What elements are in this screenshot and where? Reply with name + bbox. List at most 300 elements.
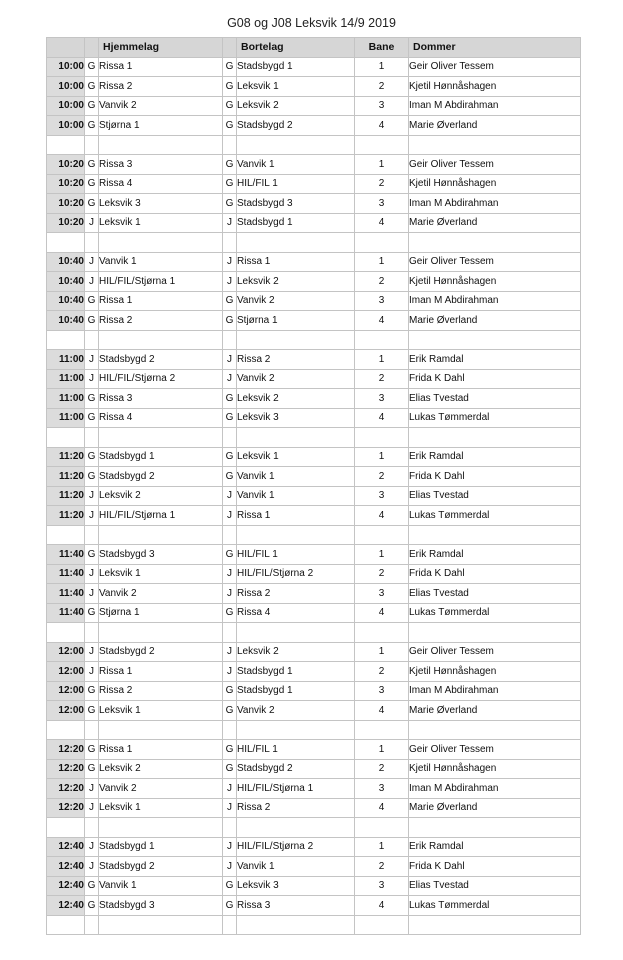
home-group: J (85, 272, 99, 292)
match-time: 10:20 (47, 213, 85, 233)
away-group: J (223, 252, 237, 272)
match-row (47, 603, 581, 623)
field-number: 1 (355, 642, 409, 662)
away-team: Rissa 2 (237, 350, 355, 370)
match-time: 11:40 (47, 545, 85, 565)
spacer-row (47, 330, 581, 350)
match-time: 12:40 (47, 876, 85, 896)
match-time: 10:00 (47, 116, 85, 136)
referee: Kjetil Hønnåshagen (409, 77, 581, 97)
home-group: J (85, 837, 99, 857)
home-team: Stjørna 1 (99, 116, 223, 136)
empty-cell (223, 330, 237, 350)
empty-cell (355, 428, 409, 448)
match-row (47, 486, 581, 506)
match-row (47, 564, 581, 584)
field-number: 4 (355, 506, 409, 526)
away-team: HIL/FIL 1 (237, 545, 355, 565)
empty-cell (47, 428, 85, 448)
away-group: J (223, 350, 237, 370)
schedule-body (47, 57, 581, 935)
away-group: G (223, 174, 237, 194)
away-group: J (223, 369, 237, 389)
empty-cell (409, 623, 581, 643)
match-time: 10:20 (47, 194, 85, 214)
home-team: Leksvik 3 (99, 194, 223, 214)
match-time: 12:20 (47, 740, 85, 760)
field-number: 2 (355, 662, 409, 682)
match-row (47, 194, 581, 214)
match-row (47, 506, 581, 526)
home-group: J (85, 350, 99, 370)
empty-cell (47, 135, 85, 155)
empty-cell (47, 720, 85, 740)
empty-cell (223, 428, 237, 448)
field-number: 2 (355, 77, 409, 97)
empty-cell (99, 428, 223, 448)
away-group: G (223, 740, 237, 760)
home-group: J (85, 486, 99, 506)
referee: Erik Ramdal (409, 350, 581, 370)
home-team: Leksvik 1 (99, 701, 223, 721)
empty-cell (355, 525, 409, 545)
referee: Elias Tvestad (409, 876, 581, 896)
home-team: Leksvik 2 (99, 486, 223, 506)
match-time: 11:40 (47, 603, 85, 623)
match-time: 11:20 (47, 447, 85, 467)
match-time: 10:20 (47, 174, 85, 194)
empty-cell (355, 233, 409, 253)
away-team: Vanvik 1 (237, 857, 355, 877)
match-time: 10:40 (47, 272, 85, 292)
empty-cell (409, 720, 581, 740)
home-team: Rissa 1 (99, 291, 223, 311)
match-row (47, 701, 581, 721)
home-group: G (85, 77, 99, 97)
empty-cell (355, 623, 409, 643)
home-group: J (85, 662, 99, 682)
field-number: 3 (355, 486, 409, 506)
match-row (47, 642, 581, 662)
home-team: Rissa 1 (99, 57, 223, 77)
match-row (47, 584, 581, 604)
home-team-header: Hjemmelag (99, 38, 223, 58)
referee: Erik Ramdal (409, 447, 581, 467)
away-team: Vanvik 2 (237, 701, 355, 721)
home-team: Stjørna 1 (99, 603, 223, 623)
away-group: G (223, 759, 237, 779)
home-group: G (85, 545, 99, 565)
referee: Iman M Abdirahman (409, 681, 581, 701)
home-team: Rissa 3 (99, 389, 223, 409)
home-group: J (85, 213, 99, 233)
home-group: J (85, 252, 99, 272)
home-team: Leksvik 1 (99, 798, 223, 818)
away-team: Rissa 3 (237, 896, 355, 916)
empty-cell (237, 720, 355, 740)
match-time: 11:20 (47, 486, 85, 506)
empty-cell (85, 233, 99, 253)
header-row (47, 38, 581, 58)
empty-cell (85, 623, 99, 643)
field-header: Bane (355, 38, 409, 58)
away-group: J (223, 779, 237, 799)
away-group: G (223, 311, 237, 331)
field-number: 3 (355, 96, 409, 116)
field-number: 2 (355, 857, 409, 877)
away-group: G (223, 389, 237, 409)
match-row (47, 311, 581, 331)
field-number: 2 (355, 369, 409, 389)
away-team: Leksvik 2 (237, 96, 355, 116)
field-number: 3 (355, 389, 409, 409)
away-group: J (223, 642, 237, 662)
referee: Lukas Tømmerdal (409, 506, 581, 526)
match-time: 12:20 (47, 759, 85, 779)
match-row (47, 272, 581, 292)
away-team: Stadsbygd 2 (237, 116, 355, 136)
away-group: G (223, 896, 237, 916)
home-team: Vanvik 1 (99, 876, 223, 896)
home-group: G (85, 174, 99, 194)
empty-cell (223, 525, 237, 545)
empty-cell (223, 720, 237, 740)
away-team-header: Bortelag (237, 38, 355, 58)
home-group: J (85, 857, 99, 877)
field-number: 4 (355, 116, 409, 136)
home-group: G (85, 701, 99, 721)
empty-cell (223, 818, 237, 838)
match-row (47, 174, 581, 194)
field-number: 4 (355, 603, 409, 623)
home-team: Vanvik 1 (99, 252, 223, 272)
empty-cell (355, 720, 409, 740)
match-time: 10:40 (47, 311, 85, 331)
referee: Kjetil Hønnåshagen (409, 174, 581, 194)
spacer-row (47, 623, 581, 643)
match-time: 12:40 (47, 837, 85, 857)
match-time: 10:20 (47, 155, 85, 175)
away-group: J (223, 662, 237, 682)
away-team: Leksvik 3 (237, 408, 355, 428)
spacer-row (47, 428, 581, 448)
home-group: G (85, 740, 99, 760)
field-number: 4 (355, 798, 409, 818)
away-team: Leksvik 3 (237, 876, 355, 896)
empty-cell (99, 135, 223, 155)
empty-cell (223, 135, 237, 155)
empty-cell (237, 330, 355, 350)
home-team: Stadsbygd 2 (99, 857, 223, 877)
match-row (47, 96, 581, 116)
away-group: J (223, 857, 237, 877)
match-row (47, 779, 581, 799)
home-group: G (85, 389, 99, 409)
referee: Iman M Abdirahman (409, 779, 581, 799)
home-group-header (85, 38, 99, 58)
home-group: G (85, 155, 99, 175)
away-group: J (223, 506, 237, 526)
away-group: J (223, 486, 237, 506)
referee: Kjetil Hønnåshagen (409, 662, 581, 682)
field-number: 1 (355, 350, 409, 370)
field-number: 1 (355, 57, 409, 77)
home-group: G (85, 96, 99, 116)
away-team: Rissa 2 (237, 798, 355, 818)
empty-cell (237, 915, 355, 935)
field-number: 2 (355, 467, 409, 487)
spacer-row (47, 915, 581, 935)
referee: Lukas Tømmerdal (409, 603, 581, 623)
home-group: J (85, 369, 99, 389)
home-group: G (85, 467, 99, 487)
away-team: HIL/FIL 1 (237, 174, 355, 194)
empty-cell (99, 720, 223, 740)
schedule-table (46, 37, 581, 935)
home-group: J (85, 798, 99, 818)
away-group: G (223, 291, 237, 311)
home-group: J (85, 642, 99, 662)
away-team: Rissa 2 (237, 584, 355, 604)
away-group: J (223, 213, 237, 233)
empty-cell (409, 135, 581, 155)
home-team: Vanvik 2 (99, 96, 223, 116)
spacer-row (47, 818, 581, 838)
match-time: 12:20 (47, 779, 85, 799)
match-time: 10:00 (47, 96, 85, 116)
away-group: G (223, 57, 237, 77)
field-number: 4 (355, 701, 409, 721)
away-team: HIL/FIL/Stjørna 2 (237, 837, 355, 857)
match-time: 10:40 (47, 252, 85, 272)
match-time: 12:00 (47, 701, 85, 721)
home-team: Rissa 2 (99, 311, 223, 331)
match-row (47, 467, 581, 487)
home-team: Rissa 2 (99, 77, 223, 97)
away-group: G (223, 603, 237, 623)
match-row (47, 857, 581, 877)
home-team: HIL/FIL/Stjørna 2 (99, 369, 223, 389)
empty-cell (85, 720, 99, 740)
away-team: Stadsbygd 1 (237, 662, 355, 682)
match-row (47, 837, 581, 857)
away-team: Rissa 1 (237, 506, 355, 526)
home-team: Stadsbygd 2 (99, 350, 223, 370)
referee: Geir Oliver Tessem (409, 155, 581, 175)
field-number: 2 (355, 564, 409, 584)
referee: Marie Øverland (409, 798, 581, 818)
field-number: 3 (355, 584, 409, 604)
away-team: Leksvik 2 (237, 642, 355, 662)
empty-cell (223, 233, 237, 253)
match-row (47, 291, 581, 311)
match-row (47, 408, 581, 428)
match-row (47, 662, 581, 682)
match-row (47, 389, 581, 409)
away-group: J (223, 584, 237, 604)
spacer-row (47, 135, 581, 155)
away-group: J (223, 837, 237, 857)
empty-cell (355, 818, 409, 838)
empty-cell (99, 525, 223, 545)
away-group: G (223, 701, 237, 721)
empty-cell (237, 525, 355, 545)
empty-cell (85, 525, 99, 545)
empty-cell (47, 525, 85, 545)
empty-cell (47, 623, 85, 643)
referee: Marie Øverland (409, 213, 581, 233)
away-group: G (223, 408, 237, 428)
empty-cell (237, 135, 355, 155)
match-time: 12:20 (47, 798, 85, 818)
field-number: 1 (355, 837, 409, 857)
match-row (47, 57, 581, 77)
home-team: HIL/FIL/Stjørna 1 (99, 506, 223, 526)
referee: Iman M Abdirahman (409, 194, 581, 214)
match-time: 11:20 (47, 467, 85, 487)
referee: Geir Oliver Tessem (409, 252, 581, 272)
home-team: Stadsbygd 1 (99, 837, 223, 857)
empty-cell (409, 915, 581, 935)
match-time: 12:00 (47, 681, 85, 701)
empty-cell (409, 818, 581, 838)
page-title: G08 og J08 Leksvik 14/9 2019 (227, 16, 396, 30)
home-group: G (85, 603, 99, 623)
empty-cell (237, 428, 355, 448)
field-number: 1 (355, 447, 409, 467)
home-group: G (85, 194, 99, 214)
away-team: HIL/FIL/Stjørna 1 (237, 779, 355, 799)
home-team: Vanvik 2 (99, 584, 223, 604)
empty-cell (355, 135, 409, 155)
referee: Kjetil Hønnåshagen (409, 272, 581, 292)
empty-cell (47, 818, 85, 838)
away-team: Stadsbygd 1 (237, 681, 355, 701)
match-row (47, 447, 581, 467)
away-group: G (223, 681, 237, 701)
field-number: 2 (355, 759, 409, 779)
home-team: Stadsbygd 3 (99, 545, 223, 565)
field-number: 3 (355, 194, 409, 214)
home-group: J (85, 584, 99, 604)
away-group: J (223, 798, 237, 818)
referee: Frida K Dahl (409, 467, 581, 487)
home-group: G (85, 876, 99, 896)
away-group: G (223, 155, 237, 175)
match-time: 10:00 (47, 77, 85, 97)
referee: Erik Ramdal (409, 545, 581, 565)
away-group: G (223, 194, 237, 214)
field-number: 3 (355, 681, 409, 701)
away-group: G (223, 77, 237, 97)
spacer-row (47, 720, 581, 740)
match-time: 11:40 (47, 564, 85, 584)
match-row (47, 116, 581, 136)
home-group: G (85, 116, 99, 136)
empty-cell (99, 818, 223, 838)
home-group: J (85, 779, 99, 799)
away-team: Stadsbygd 3 (237, 194, 355, 214)
empty-cell (409, 330, 581, 350)
spacer-row (47, 525, 581, 545)
empty-cell (409, 233, 581, 253)
referee: Kjetil Hønnåshagen (409, 759, 581, 779)
home-team: Leksvik 1 (99, 213, 223, 233)
home-team: Stadsbygd 2 (99, 642, 223, 662)
match-time: 10:00 (47, 57, 85, 77)
referee: Erik Ramdal (409, 837, 581, 857)
match-time: 11:40 (47, 584, 85, 604)
empty-cell (85, 428, 99, 448)
referee: Frida K Dahl (409, 857, 581, 877)
away-group: G (223, 545, 237, 565)
home-team: Stadsbygd 2 (99, 467, 223, 487)
empty-cell (409, 428, 581, 448)
home-group: J (85, 506, 99, 526)
home-group: G (85, 408, 99, 428)
away-group: G (223, 467, 237, 487)
home-team: Stadsbygd 1 (99, 447, 223, 467)
match-row (47, 545, 581, 565)
referee: Elias Tvestad (409, 486, 581, 506)
home-team: HIL/FIL/Stjørna 1 (99, 272, 223, 292)
referee: Elias Tvestad (409, 584, 581, 604)
field-number: 2 (355, 272, 409, 292)
away-team: Vanvik 1 (237, 467, 355, 487)
home-team: Rissa 1 (99, 740, 223, 760)
away-team: Stadsbygd 1 (237, 57, 355, 77)
match-row (47, 740, 581, 760)
field-number: 1 (355, 252, 409, 272)
match-time: 12:00 (47, 662, 85, 682)
away-team: Leksvik 1 (237, 77, 355, 97)
away-team: Stjørna 1 (237, 311, 355, 331)
home-group: G (85, 57, 99, 77)
referee: Iman M Abdirahman (409, 291, 581, 311)
referee: Frida K Dahl (409, 369, 581, 389)
empty-cell (85, 135, 99, 155)
empty-cell (99, 623, 223, 643)
away-team: Vanvik 1 (237, 486, 355, 506)
away-group: J (223, 272, 237, 292)
away-group: G (223, 116, 237, 136)
match-time: 11:00 (47, 408, 85, 428)
empty-cell (85, 915, 99, 935)
match-row (47, 369, 581, 389)
empty-cell (237, 623, 355, 643)
home-team: Rissa 4 (99, 174, 223, 194)
field-number: 3 (355, 291, 409, 311)
empty-cell (85, 818, 99, 838)
empty-cell (237, 818, 355, 838)
time-header (47, 38, 85, 58)
match-row (47, 876, 581, 896)
field-number: 3 (355, 876, 409, 896)
away-group: J (223, 564, 237, 584)
away-group: G (223, 447, 237, 467)
referee: Lukas Tømmerdal (409, 408, 581, 428)
away-group: G (223, 96, 237, 116)
field-number: 1 (355, 545, 409, 565)
referee-header: Dommer (409, 38, 581, 58)
spacer-row (47, 233, 581, 253)
referee: Geir Oliver Tessem (409, 740, 581, 760)
away-team: Leksvik 2 (237, 389, 355, 409)
home-team: Leksvik 2 (99, 759, 223, 779)
home-team: Rissa 2 (99, 681, 223, 701)
home-group: G (85, 759, 99, 779)
empty-cell (99, 233, 223, 253)
